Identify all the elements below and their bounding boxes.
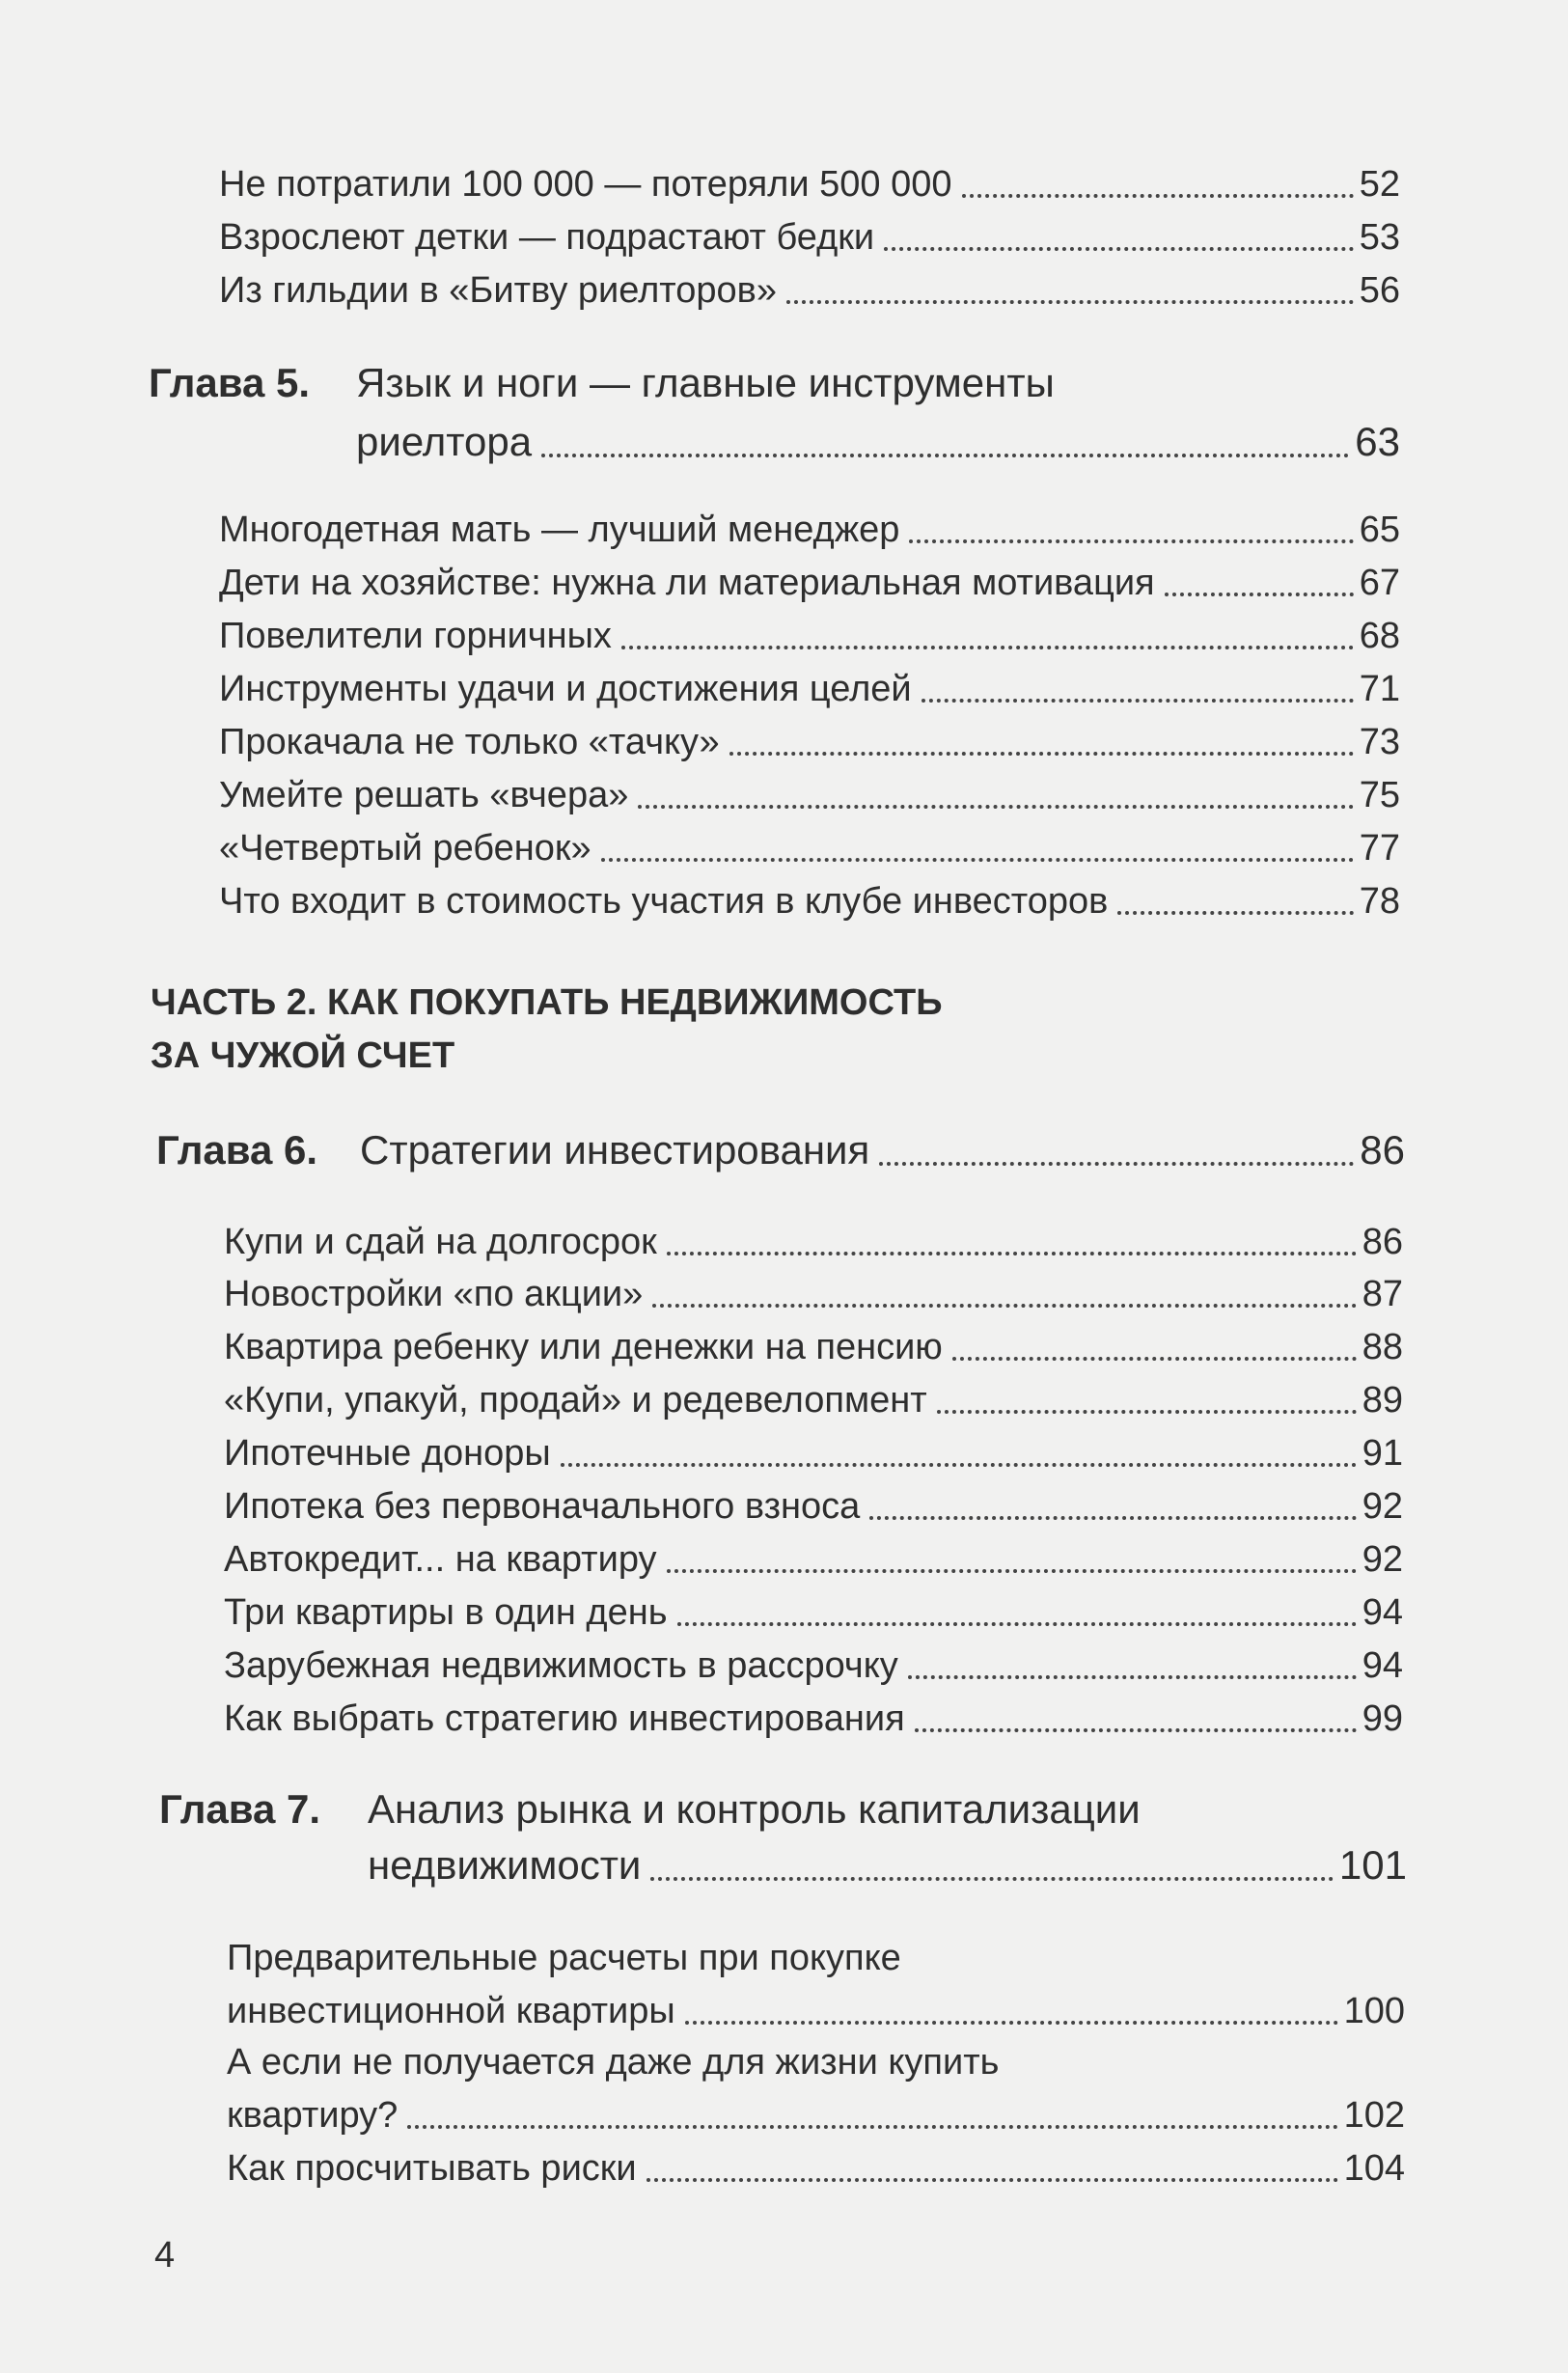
- entry-page: 86: [1360, 1127, 1405, 1173]
- dot-leader: [646, 2178, 1338, 2182]
- entry-title: Квартира ребенку или денежки на пенсию: [224, 1327, 943, 1367]
- entry-title: Новостройки «по акции»: [224, 1274, 644, 1314]
- entry-title: Три квартиры в один день: [224, 1592, 668, 1633]
- entry-title: Ипотечные доноры: [224, 1433, 551, 1474]
- chapter-title: Анализ рынка и контроль капитализации: [368, 1786, 1141, 1832]
- chapter-label: Глава 6.: [156, 1127, 318, 1173]
- dot-leader: [685, 2021, 1338, 2025]
- entry-title: квартиру?: [227, 2095, 399, 2136]
- entry-title: Умейте решать «вчера»: [219, 775, 629, 815]
- toc-entry: [219, 717, 1400, 767]
- entry-title: Многодетная мать — лучший менеджер: [219, 510, 900, 550]
- entry-title: Автокредит... на квартиру: [224, 1539, 657, 1580]
- toc-entry: [219, 770, 1400, 820]
- toc-entry: [224, 1481, 1403, 1531]
- chapter-label: Глава 7.: [159, 1786, 321, 1832]
- dot-leader: [884, 247, 1354, 251]
- toc-entry: [219, 611, 1400, 661]
- entry-page: 78: [1359, 881, 1400, 922]
- chapter-heading: [360, 1121, 1405, 1179]
- entry-page: 92: [1362, 1539, 1403, 1580]
- dot-leader: [729, 752, 1354, 756]
- entry-page: 68: [1359, 616, 1400, 656]
- dot-leader: [1165, 593, 1354, 596]
- dot-leader: [650, 1877, 1334, 1881]
- dot-leader: [908, 1675, 1357, 1679]
- dot-leader: [909, 539, 1353, 543]
- entry-page: 56: [1359, 270, 1400, 311]
- dot-leader: [1117, 911, 1353, 915]
- entry-title: Что входит в стоимость участия в клубе инвесторов: [219, 881, 1109, 922]
- entry-page: 94: [1362, 1645, 1403, 1686]
- entry-page: 92: [1362, 1486, 1403, 1527]
- entry-title: Из гильдии в «Битву риелторов»: [219, 270, 777, 311]
- toc-entry: [224, 1534, 1403, 1585]
- entry-title: Как просчитывать риски: [227, 2148, 637, 2189]
- toc-entry: [224, 1641, 1403, 1691]
- entry-page: 94: [1362, 1592, 1403, 1633]
- entry-page: 102: [1343, 2095, 1405, 2136]
- entry-page: 99: [1362, 1698, 1403, 1739]
- entry-title: «Четвертый ребенок»: [219, 828, 591, 869]
- toc-entry: [219, 558, 1400, 608]
- dot-leader: [869, 1516, 1356, 1520]
- toc-entry: [227, 2090, 1405, 2140]
- chapter-title: Язык и ноги — главные инструменты: [356, 360, 1055, 405]
- toc-entry: [224, 1322, 1403, 1372]
- dot-leader: [407, 2125, 1337, 2129]
- entry-page: 86: [1362, 1222, 1403, 1262]
- entry-title: Ипотека без первоначального взноса: [224, 1486, 861, 1527]
- entry-page: 52: [1359, 164, 1400, 205]
- chapter-heading: [356, 413, 1400, 471]
- entry-title: Дети на хозяйстве: нужна ли материальная мотивация: [219, 563, 1155, 603]
- entry-page: 77: [1359, 828, 1400, 869]
- toc-entry: [227, 1986, 1405, 2036]
- toc-entry: [224, 1694, 1403, 1744]
- dot-leader: [638, 805, 1353, 809]
- entry-title: Зарубежная недвижимость в рассрочку: [224, 1645, 898, 1686]
- entry-title: Взрослеют детки — подрастают бедки: [219, 217, 875, 258]
- entry-page: 104: [1343, 2148, 1405, 2189]
- dot-leader: [922, 699, 1354, 703]
- dot-leader: [561, 1463, 1357, 1467]
- part-heading: ЧАСТЬ 2. КАК ПОКУПАТЬ НЕДВИЖИМОСТЬ: [151, 982, 943, 1023]
- page-number: 4: [154, 2235, 176, 2276]
- part-heading: ЗА ЧУЖОЙ СЧЕТ: [151, 1035, 455, 1076]
- dot-leader: [786, 300, 1354, 304]
- dot-leader: [937, 1410, 1357, 1414]
- entry-page: 65: [1359, 510, 1400, 550]
- dot-leader: [879, 1162, 1354, 1166]
- entry-page: 100: [1343, 1991, 1405, 2031]
- chapter-title: недвижимости: [368, 1842, 642, 1888]
- toc-entry: [219, 876, 1400, 926]
- toc-entry: [227, 2143, 1405, 2194]
- chapter-heading: [368, 1836, 1407, 1894]
- entry-title: Не потратили 100 000 — потеряли 500 000: [219, 164, 952, 205]
- entry-page: 88: [1362, 1327, 1403, 1367]
- dot-leader: [677, 1622, 1357, 1626]
- dot-leader: [541, 454, 1349, 457]
- toc-entry: [219, 823, 1400, 873]
- entry-title: А если не получается даже для жизни купить: [227, 2042, 1000, 2083]
- toc-entry: [219, 159, 1400, 209]
- toc-entry: [224, 1428, 1403, 1478]
- dot-leader: [952, 1357, 1357, 1361]
- toc-entry: [219, 664, 1400, 714]
- chapter-label: Глава 5.: [149, 360, 311, 405]
- entry-page: 73: [1359, 722, 1400, 762]
- chapter-title: риелтора: [356, 419, 533, 464]
- dot-leader: [915, 1728, 1357, 1732]
- entry-title: Купи и сдай на долгосрок: [224, 1222, 657, 1262]
- dot-leader: [652, 1304, 1356, 1308]
- toc-entry: [224, 1375, 1403, 1425]
- dot-leader: [667, 1252, 1357, 1255]
- dot-leader: [667, 1569, 1357, 1573]
- dot-leader: [601, 858, 1354, 862]
- entry-page: 101: [1338, 1842, 1407, 1888]
- entry-title: «Купи, упакуй, продай» и редевелопмент: [224, 1380, 927, 1421]
- entry-page: 53: [1359, 217, 1400, 258]
- entry-title: Как выбрать стратегию инвестирования: [224, 1698, 905, 1739]
- entry-title: Прокачала не только «тачку»: [219, 722, 720, 762]
- toc-entry: [224, 1587, 1403, 1638]
- entry-title: Предварительные расчеты при покупке: [227, 1938, 901, 1978]
- toc-entry: [224, 1269, 1403, 1319]
- toc-entry: [224, 1217, 1403, 1267]
- dot-leader: [621, 646, 1354, 649]
- dot-leader: [962, 194, 1354, 198]
- entry-page: 87: [1362, 1274, 1403, 1314]
- toc-entry: [219, 212, 1400, 262]
- toc-entry: [219, 505, 1400, 555]
- entry-title: Инструменты удачи и достижения целей: [219, 669, 912, 709]
- entry-page: 71: [1359, 669, 1400, 709]
- chapter-title: Стратегии инвестирования: [360, 1127, 870, 1173]
- entry-page: 63: [1355, 419, 1400, 464]
- entry-page: 67: [1359, 563, 1400, 603]
- entry-page: 91: [1362, 1433, 1403, 1474]
- entry-title: Повелители горничных: [219, 616, 612, 656]
- entry-page: 89: [1362, 1380, 1403, 1421]
- entry-page: 75: [1359, 775, 1400, 815]
- entry-title: инвестиционной квартиры: [227, 1991, 675, 2031]
- toc-entry: [219, 265, 1400, 316]
